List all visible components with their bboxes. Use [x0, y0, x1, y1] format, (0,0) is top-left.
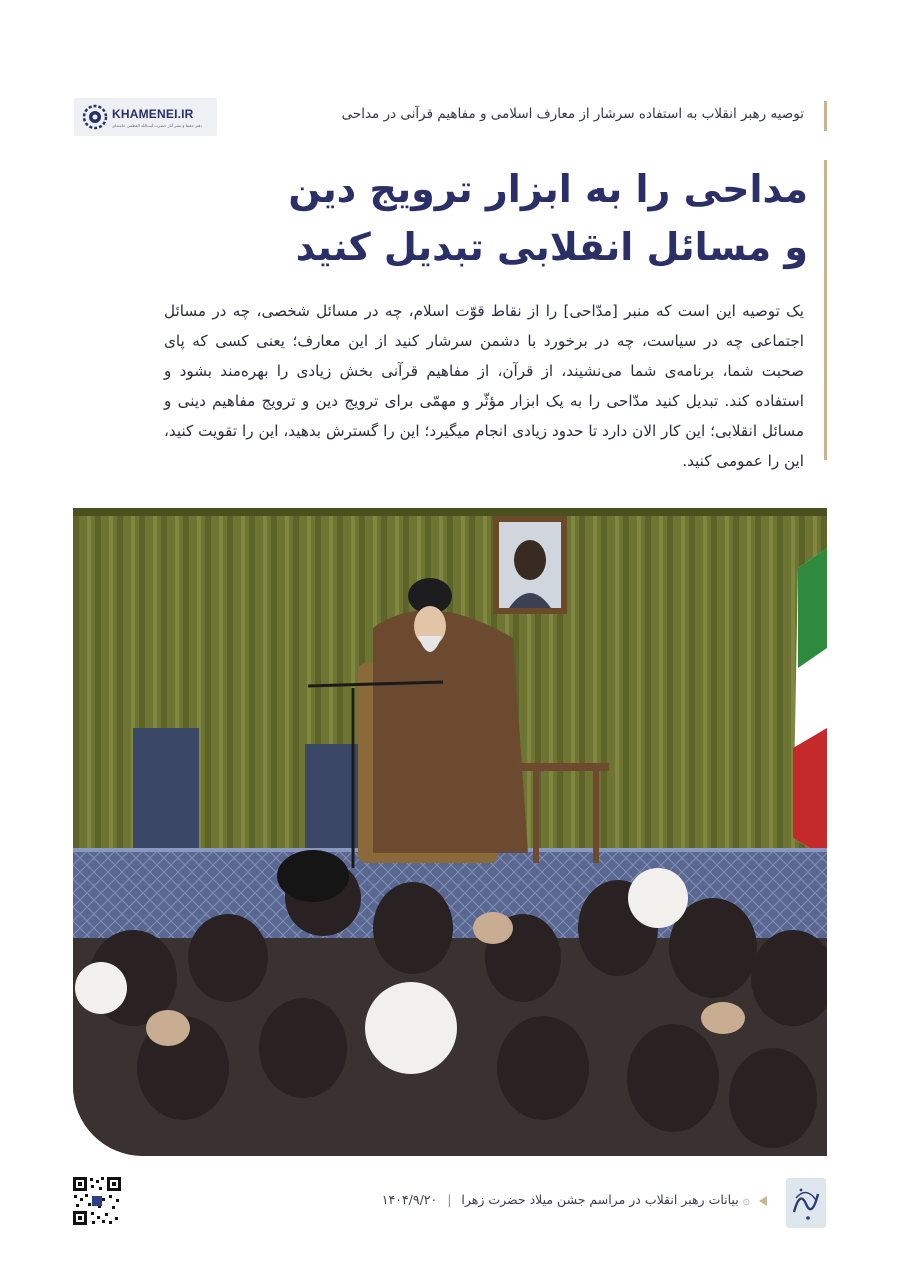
title-line-1: مداحی را به ابزار ترویج دین: [288, 167, 808, 211]
khamenei-logo[interactable]: [74, 98, 217, 136]
footer-date: ۱۴۰۴/۹/۲۰: [381, 1192, 438, 1207]
caption-accent-bar: [824, 101, 827, 131]
title-line-2: و مسائل انقلابی تبدیل کنید: [295, 225, 808, 269]
footer-source: [330, 1192, 750, 1207]
emblem-icon: [82, 104, 108, 130]
content-accent-bar: [824, 160, 827, 460]
page-title: [168, 160, 808, 276]
footer-separator: |: [447, 1192, 452, 1207]
page-caption: توصیه رهبر انقلاب به استفاده سرشار از معارف اسلامی و مفاهیم قرآنی در مداحی: [341, 106, 804, 122]
logo-name: KHAMENEI.IR: [112, 106, 194, 121]
calligraphy-badge-icon: [786, 1178, 826, 1228]
footer-source-text: بیانات رهبر انقلاب در مراسم جشن میلاد حضرت زهرا: [461, 1192, 739, 1207]
qr-code-icon[interactable]: [72, 1176, 122, 1226]
logo-subtitle: دفتر حفظ و نشر آثار حضرت آیت‌الله العظمی خامنه‌ای: [112, 122, 203, 128]
quote-body: یک توصیه این است که منبر [مدّاحی] را از نقاط قوّت اسلام، چه در مسائل شخصی، چه در مسائل اجتماعی چه در سیاست، چه در برخورد با دشمن سرشار کنید از این معارف؛ یعنی کسی که پای صحبت شما، برنامه‌ی شما می‌نشیند، از قرآن، از مفاهیم قرآنی بخش زیادی را بهره‌مند بشود و استفاده کند. تبدیل کنید مدّاحی را به یک ابزار مؤثّر و مهمّی برای ترویج دین و ترویج مفاهیم دینی و مسائل انقلابی؛ این کار الان دارد تا حدود زیادی انجام میگیرد؛ این را گسترش بدهید، این را تقویت کنید، این را عمومی کنید.: [164, 302, 804, 470]
triangle-pointer-icon: [759, 1196, 767, 1206]
event-photo: [73, 508, 827, 1156]
footer-emblem-icon: ۞: [742, 1192, 750, 1207]
